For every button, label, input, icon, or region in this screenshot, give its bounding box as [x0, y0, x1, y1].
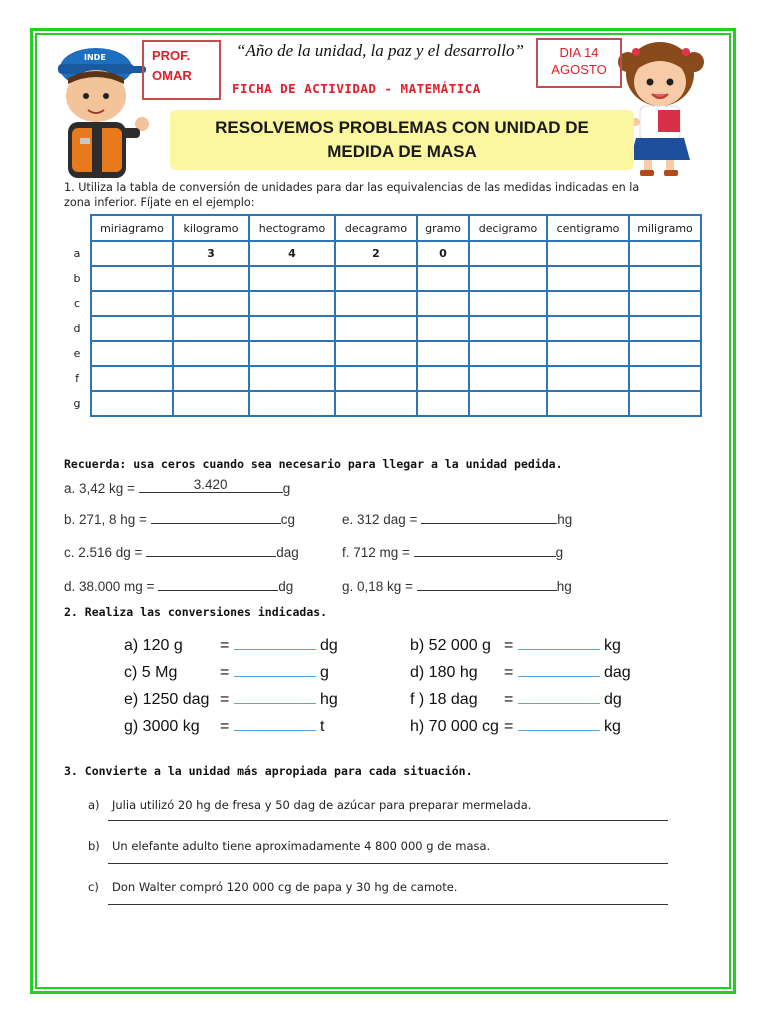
answer-line[interactable]: [108, 863, 668, 864]
table-header-row: [64, 215, 701, 241]
col-header: miligramo: [629, 215, 701, 241]
col-header: kilogramo: [173, 215, 249, 241]
table-cell[interactable]: 0: [417, 241, 469, 266]
row-label: f: [64, 366, 91, 391]
situation-letter: a): [88, 798, 100, 812]
table-cell[interactable]: [91, 341, 173, 366]
table-cell[interactable]: [173, 391, 249, 416]
page-title-line2: MEDIDA DE MASA: [327, 142, 477, 161]
table-cell[interactable]: [335, 266, 417, 291]
activity-subtitle: FICHA DE ACTIVIDAD - MATEMÁTICA: [232, 81, 481, 96]
table-cell[interactable]: [173, 291, 249, 316]
table-cell[interactable]: [469, 366, 547, 391]
exercise-f: [342, 544, 563, 560]
row-label: b: [64, 266, 91, 291]
equals-sign: =: [504, 718, 514, 735]
teacher-prof-label: PROF.: [152, 48, 191, 63]
table-cell[interactable]: [335, 366, 417, 391]
table-row: [64, 266, 701, 291]
q2-instruction: 2. Realiza las conversiones indicadas.: [64, 605, 328, 619]
table-cell[interactable]: [547, 366, 629, 391]
table-cell[interactable]: [335, 291, 417, 316]
col-header: hectogramo: [249, 215, 335, 241]
exercise-unit: hg: [557, 512, 573, 527]
table-cell[interactable]: [417, 341, 469, 366]
table-cell[interactable]: [417, 291, 469, 316]
conversion-label: d) 180 hg: [410, 664, 478, 681]
boy-illustration: [44, 34, 156, 184]
table-corner: [64, 215, 91, 241]
q3-instruction: 3. Convierte a la unidad más apropiada para cada situación.: [64, 764, 473, 778]
conversion-item: [124, 664, 329, 682]
equals-sign: =: [220, 637, 230, 654]
answer-blank[interactable]: [414, 544, 556, 557]
date-day: DIA 14: [559, 45, 599, 60]
table-cell[interactable]: [91, 316, 173, 341]
table-cell[interactable]: [249, 391, 335, 416]
answer-blank[interactable]: [518, 691, 600, 704]
conversion-unit: kg: [604, 718, 621, 735]
col-header: miriagramo: [91, 215, 173, 241]
table-cell[interactable]: [469, 241, 547, 266]
table-cell[interactable]: 4: [249, 241, 335, 266]
exercise-prefix: f. 712 mg =: [342, 545, 414, 560]
answer-blank[interactable]: [139, 477, 283, 493]
conversion-table: [64, 214, 702, 417]
situation-item: [88, 880, 457, 894]
q1-instruction-line2: zona inferior. Fíjate en el ejemplo:: [64, 196, 255, 209]
q1-instruction-line1: 1. Utiliza la tabla de conversión de unidades para dar las equivalencias de las medidas indicadas en la: [64, 181, 640, 194]
year-motto: “Año de la unidad, la paz y el desarrollo”: [236, 41, 524, 60]
equals-sign: =: [504, 691, 514, 708]
answer-blank[interactable]: [421, 511, 557, 524]
page-title: [170, 116, 634, 164]
table-cell[interactable]: [629, 341, 701, 366]
table-cell[interactable]: [249, 316, 335, 341]
table-cell[interactable]: [335, 341, 417, 366]
col-header: centigramo: [547, 215, 629, 241]
exercise-prefix: d. 38.000 mg =: [64, 579, 159, 594]
exercise-prefix: c. 2.516 dg =: [64, 545, 147, 560]
table-row: [64, 316, 701, 341]
exercise-prefix: g. 0,18 kg =: [342, 579, 417, 594]
conversion-label: g) 3000 kg: [124, 718, 200, 735]
table-cell[interactable]: [547, 391, 629, 416]
answer-blank[interactable]: [234, 637, 316, 650]
table-row: [64, 241, 701, 266]
table-cell[interactable]: [249, 291, 335, 316]
reminder-text: Recuerda: usa ceros cuando sea necesario para llegar a la unidad pedida.: [64, 457, 563, 471]
conversion-label: f ) 18 dag: [410, 691, 478, 708]
answer-blank[interactable]: [518, 637, 600, 650]
equals-sign: =: [504, 637, 514, 654]
exercise-unit: dag: [276, 545, 299, 560]
equals-sign: =: [220, 664, 230, 681]
conversion-item: [410, 637, 621, 655]
table-cell[interactable]: [469, 291, 547, 316]
situation-letter: b): [88, 839, 100, 853]
situation-text: Un elefante adulto tiene aproximadamente 4 800 000 g de masa.: [112, 839, 491, 853]
equals-sign: =: [504, 664, 514, 681]
conversion-label: a) 120 g: [124, 637, 183, 654]
exercise-g: [342, 578, 572, 594]
col-header: decigramo: [469, 215, 547, 241]
table-row: [64, 291, 701, 316]
situation-text: Julia utilizó 20 hg de fresa y 50 dag de azúcar para preparar mermelada.: [112, 798, 532, 812]
row-label: a: [64, 241, 91, 266]
exercise-prefix: e. 312 dag =: [342, 512, 422, 527]
table-cell[interactable]: [629, 366, 701, 391]
table-cell[interactable]: [629, 241, 701, 266]
exercise-unit: dg: [278, 579, 294, 594]
teacher-name: OMAR: [152, 68, 192, 83]
col-header: decagramo: [335, 215, 417, 241]
table-cell[interactable]: [547, 266, 629, 291]
table-cell[interactable]: [249, 341, 335, 366]
date-box: [536, 38, 622, 88]
table-cell[interactable]: [629, 316, 701, 341]
date-month: AGOSTO: [551, 62, 607, 77]
conversion-item: [124, 718, 324, 736]
table-cell[interactable]: [469, 266, 547, 291]
q1-instruction: [64, 180, 639, 210]
row-label: g: [64, 391, 91, 416]
answer-blank[interactable]: [234, 664, 316, 677]
table-cell[interactable]: [547, 341, 629, 366]
answer-blank[interactable]: [518, 718, 600, 731]
exercise-prefix: b. 271, 8 hg =: [64, 512, 151, 527]
conversion-label: e) 1250 dag: [124, 691, 210, 708]
equals-sign: =: [220, 718, 230, 735]
table-cell[interactable]: [335, 316, 417, 341]
exercise-unit: hg: [556, 579, 572, 594]
conversion-unit: t: [320, 718, 325, 735]
conversion-item: [124, 691, 338, 709]
conversion-unit: kg: [604, 637, 621, 654]
table-cell[interactable]: [469, 391, 547, 416]
table-cell[interactable]: [173, 266, 249, 291]
conversion-label: h) 70 000 cg: [410, 718, 499, 735]
table-cell[interactable]: [547, 316, 629, 341]
table-cell[interactable]: [417, 316, 469, 341]
table-cell[interactable]: [91, 291, 173, 316]
table-cell[interactable]: [91, 391, 173, 416]
conversion-label: c) 5 Mg: [124, 664, 178, 681]
conversion-unit: hg: [320, 691, 338, 708]
situation-text: Don Walter compró 120 000 cg de papa y 30 hg de camote.: [112, 880, 458, 894]
answer-blank[interactable]: [518, 664, 600, 677]
situation-item: [88, 798, 531, 812]
page-title-line1: RESOLVEMOS PROBLEMAS CON UNIDAD DE: [215, 118, 589, 137]
table-cell[interactable]: [91, 366, 173, 391]
table-cell[interactable]: [469, 316, 547, 341]
answer-blank[interactable]: [158, 578, 278, 591]
conversion-unit: dg: [320, 637, 338, 654]
answer-blank[interactable]: [417, 578, 557, 591]
table-cell[interactable]: 3: [173, 241, 249, 266]
answer-blank[interactable]: [234, 718, 316, 731]
svg-text:INDE: INDE: [84, 53, 106, 62]
table-row: [64, 341, 701, 366]
answer-line[interactable]: [108, 904, 668, 905]
conversion-label: b) 52 000 g: [410, 637, 491, 654]
conversion-item: [410, 718, 621, 736]
table-cell[interactable]: [173, 316, 249, 341]
table-cell[interactable]: [417, 266, 469, 291]
table-cell[interactable]: [547, 241, 629, 266]
exercise-e: [342, 511, 572, 527]
table-cell[interactable]: [547, 291, 629, 316]
exercise-b: [64, 511, 295, 527]
table-cell[interactable]: [335, 391, 417, 416]
exercise-unit: g: [282, 481, 291, 496]
row-label: e: [64, 341, 91, 366]
exercise-a: [64, 477, 291, 496]
table-row: [64, 391, 701, 416]
table-row: [64, 366, 701, 391]
table-cell[interactable]: [629, 291, 701, 316]
conversion-item: [410, 691, 622, 709]
answer-blank[interactable]: [234, 691, 316, 704]
teacher-name-box: [142, 40, 221, 100]
exercise-unit: cg: [280, 512, 295, 527]
answer-value: 3.420: [193, 477, 228, 492]
table-cell[interactable]: [249, 266, 335, 291]
conversion-unit: dag: [604, 664, 631, 681]
exercise-prefix: a. 3,42 kg =: [64, 481, 139, 496]
row-label: c: [64, 291, 91, 316]
table-cell[interactable]: [417, 391, 469, 416]
exercise-c: [64, 544, 299, 560]
table-cell[interactable]: 2: [335, 241, 417, 266]
col-header: gramo: [417, 215, 469, 241]
conversion-unit: g: [320, 664, 329, 681]
situation-letter: c): [88, 880, 99, 894]
table-cell[interactable]: [173, 366, 249, 391]
answer-blank[interactable]: [151, 511, 281, 524]
table-cell[interactable]: [629, 391, 701, 416]
exercise-unit: g: [555, 545, 564, 560]
equals-sign: =: [220, 691, 230, 708]
table-cell[interactable]: [91, 266, 173, 291]
conversion-unit: dg: [604, 691, 622, 708]
table-cell[interactable]: [629, 266, 701, 291]
conversion-item: [124, 637, 338, 655]
table-cell[interactable]: [91, 241, 173, 266]
table-cell[interactable]: [469, 341, 547, 366]
table-cell[interactable]: [173, 341, 249, 366]
table-cell[interactable]: [417, 366, 469, 391]
answer-line[interactable]: [108, 820, 668, 821]
table-cell[interactable]: [249, 366, 335, 391]
answer-blank[interactable]: [146, 544, 276, 557]
situation-item: [88, 839, 490, 853]
exercise-d: [64, 578, 293, 594]
conversion-item: [410, 664, 631, 682]
row-label: d: [64, 316, 91, 341]
